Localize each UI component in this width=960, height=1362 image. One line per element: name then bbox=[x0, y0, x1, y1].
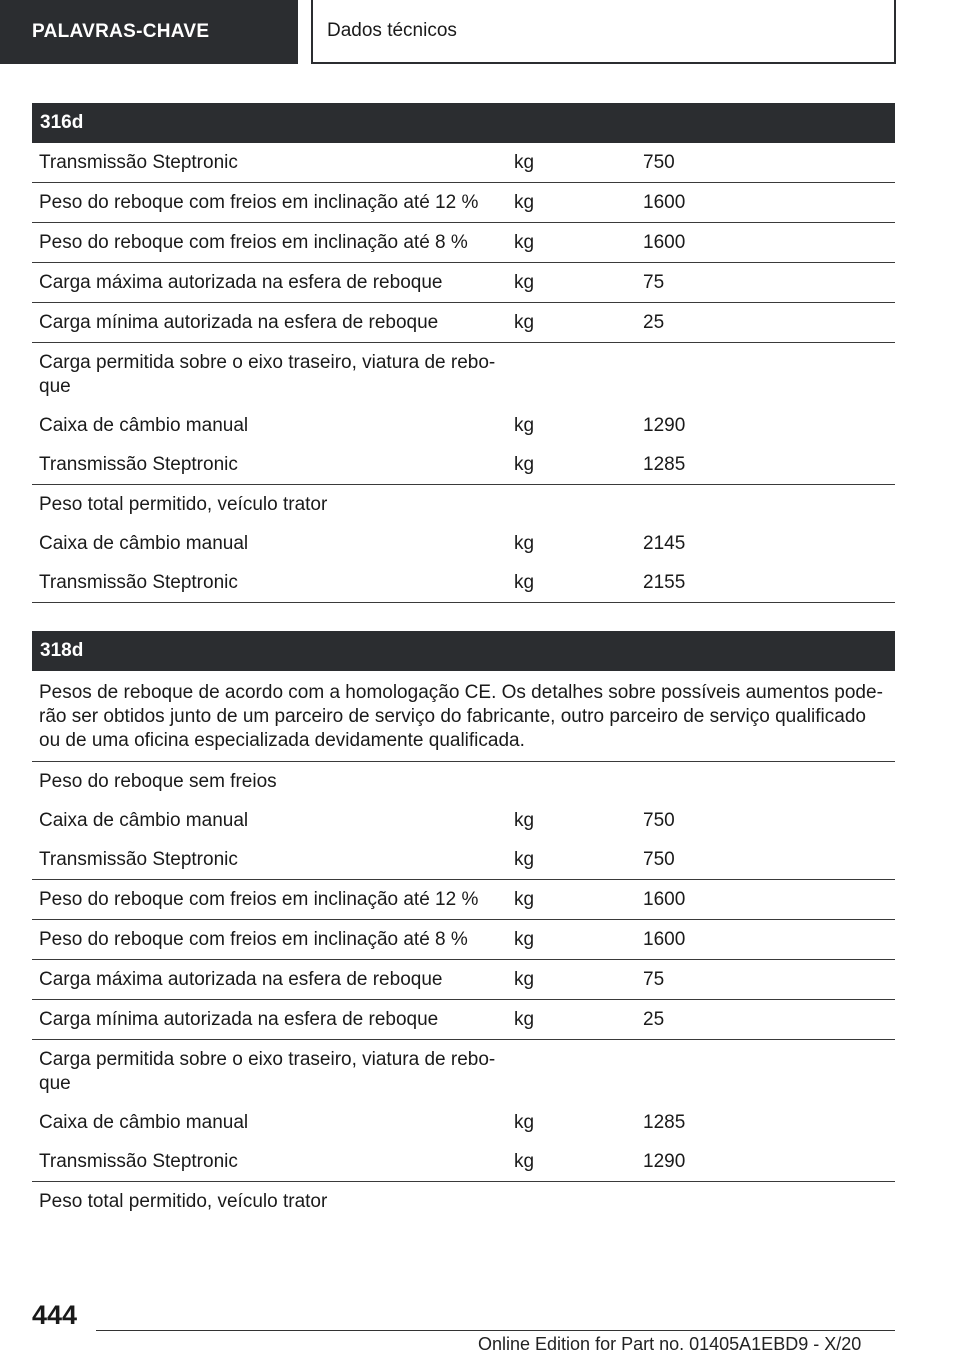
row-label: Peso do reboque com freios em inclinação até 8 % bbox=[39, 232, 468, 253]
table-row bbox=[32, 840, 895, 880]
row-unit: kg bbox=[514, 192, 535, 213]
table-row bbox=[32, 1142, 895, 1182]
page-header bbox=[0, 0, 960, 66]
row-value: 1290 bbox=[643, 1151, 686, 1172]
row-value: 75 bbox=[643, 969, 665, 990]
row-label: Transmissão Steptronic bbox=[39, 572, 238, 593]
row-value: 1600 bbox=[643, 192, 686, 213]
row-unit: kg bbox=[514, 1009, 535, 1030]
table-row bbox=[32, 1000, 895, 1040]
row-unit: kg bbox=[514, 572, 535, 593]
section-tab[interactable]: PALAVRAS-CHAVE bbox=[0, 0, 298, 64]
row-value: 1290 bbox=[643, 415, 686, 436]
table-row bbox=[32, 406, 895, 445]
chapter-title: Dados técnicos bbox=[311, 0, 896, 64]
row-label: Carga permitida sobre o eixo traseiro, viatura de rebo- que bbox=[39, 1049, 496, 1094]
row-label: Peso total permitido, veículo trator bbox=[39, 494, 328, 515]
row-label: Transmissão Steptronic bbox=[39, 1151, 238, 1172]
edition-note: Online Edition for Part no. 01405A1EBD9 - X/20 bbox=[478, 1334, 862, 1354]
row-unit: kg bbox=[514, 810, 535, 831]
row-unit: kg bbox=[514, 889, 535, 910]
table-row bbox=[32, 1040, 895, 1103]
row-label: Carga máxima autorizada na esfera de reboque bbox=[39, 969, 443, 990]
row-value: 1285 bbox=[643, 1112, 686, 1133]
row-label: Caixa de câmbio manual bbox=[39, 1112, 249, 1133]
row-label: Carga mínima autorizada na esfera de reboque bbox=[39, 1009, 439, 1030]
table-row bbox=[32, 801, 895, 840]
page-number: 444 bbox=[32, 1300, 78, 1330]
row-value: 2155 bbox=[643, 572, 686, 593]
row-value: 1600 bbox=[643, 232, 686, 253]
row-label: Peso total permitido, veículo trator bbox=[39, 1191, 328, 1212]
row-label: Peso do reboque com freios em inclinação até 8 % bbox=[39, 929, 468, 950]
row-unit: kg bbox=[514, 415, 535, 436]
row-label: Peso do reboque com freios em inclinação até 12 % bbox=[39, 889, 479, 910]
table-row bbox=[32, 223, 895, 263]
spec-rows bbox=[32, 143, 895, 603]
table-row bbox=[32, 563, 895, 603]
row-label: Peso do reboque sem freios bbox=[39, 771, 277, 792]
table-row bbox=[32, 960, 895, 1000]
row-label: Transmissão Steptronic bbox=[39, 152, 238, 173]
section-heading: 318d bbox=[32, 631, 895, 671]
row-unit: kg bbox=[514, 232, 535, 253]
row-unit: kg bbox=[514, 1151, 535, 1172]
table-row bbox=[32, 143, 895, 183]
row-value: 750 bbox=[643, 152, 675, 173]
footer-divider bbox=[96, 1330, 895, 1331]
row-unit: kg bbox=[514, 929, 535, 950]
row-label: Transmissão Steptronic bbox=[39, 849, 238, 870]
homologation-note: Pesos de reboque de acordo com a homologação CE. Os detalhes sobre possíveis aumentos pode- rão ser obtidos junto de um parceiro de serviço do fabricante, outro parceiro de serviço qualificado ou de uma oficina especializada devidamente qualificada. bbox=[32, 671, 895, 762]
row-unit: kg bbox=[514, 533, 535, 554]
table-row bbox=[32, 920, 895, 960]
table-row bbox=[32, 1103, 895, 1142]
table-row bbox=[32, 303, 895, 343]
row-value: 25 bbox=[643, 1009, 665, 1030]
spec-table-318d bbox=[32, 631, 895, 1221]
row-label: Carga permitida sobre o eixo traseiro, viatura de rebo- que bbox=[39, 352, 496, 397]
row-value: 25 bbox=[643, 312, 665, 333]
section-heading: 316d bbox=[32, 103, 895, 143]
row-unit: kg bbox=[514, 1112, 535, 1133]
table-row bbox=[32, 343, 895, 406]
row-unit: kg bbox=[514, 454, 535, 475]
row-label: Carga máxima autorizada na esfera de reboque bbox=[39, 272, 443, 293]
row-label: Caixa de câmbio manual bbox=[39, 533, 249, 554]
row-label: Carga mínima autorizada na esfera de reboque bbox=[39, 312, 439, 333]
row-label: Transmissão Steptronic bbox=[39, 454, 238, 475]
row-unit: kg bbox=[514, 312, 535, 333]
row-value: 1600 bbox=[643, 889, 686, 910]
table-row bbox=[32, 485, 895, 524]
row-unit: kg bbox=[514, 969, 535, 990]
table-row bbox=[32, 183, 895, 223]
spec-table-316d bbox=[32, 103, 895, 603]
table-row bbox=[32, 1182, 895, 1221]
row-unit: kg bbox=[514, 272, 535, 293]
row-value: 1285 bbox=[643, 454, 686, 475]
row-label: Caixa de câmbio manual bbox=[39, 415, 249, 436]
row-unit: kg bbox=[514, 849, 535, 870]
row-value: 750 bbox=[643, 810, 675, 831]
row-value: 1600 bbox=[643, 929, 686, 950]
row-value: 750 bbox=[643, 849, 675, 870]
table-row bbox=[32, 524, 895, 563]
row-label: Caixa de câmbio manual bbox=[39, 810, 249, 831]
row-value: 2145 bbox=[643, 533, 686, 554]
table-row bbox=[32, 445, 895, 485]
table-row bbox=[32, 263, 895, 303]
row-value: 75 bbox=[643, 272, 665, 293]
row-label: Peso do reboque com freios em inclinação até 12 % bbox=[39, 192, 479, 213]
spec-rows bbox=[32, 762, 895, 1221]
row-unit: kg bbox=[514, 152, 535, 173]
table-row bbox=[32, 880, 895, 920]
table-row bbox=[32, 762, 895, 801]
